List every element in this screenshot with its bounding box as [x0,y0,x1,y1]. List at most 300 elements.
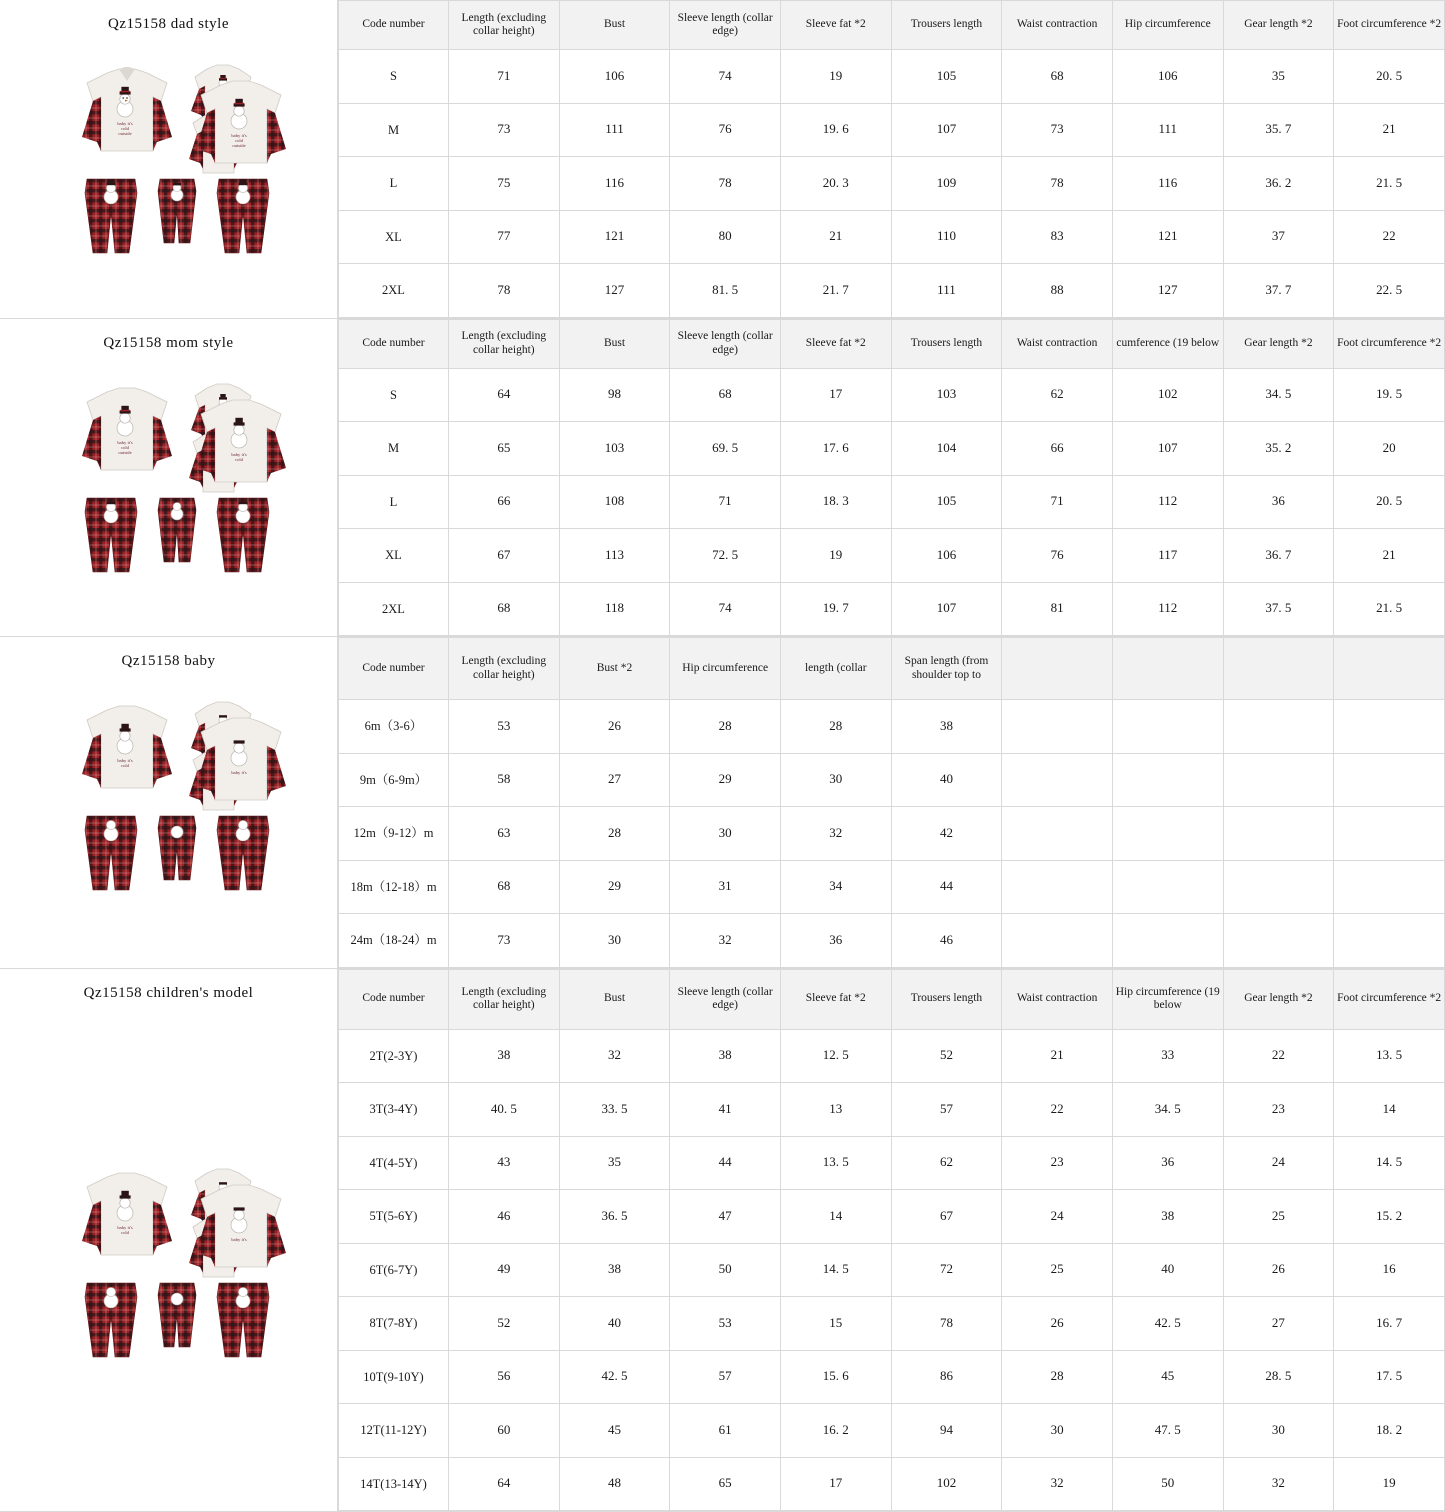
cell-value: 30 [670,807,781,861]
cell-value: 68 [449,582,560,636]
column-header: Code number [339,969,449,1029]
svg-text:baby it's: baby it's [231,133,246,138]
cell-value: 29 [559,860,670,914]
cell-value: 37. 5 [1223,582,1334,636]
table-row [339,1029,1445,1083]
cell-empty [1112,860,1223,914]
section-baby-title: Qz15158 baby [0,637,337,678]
cell-value: 109 [891,157,1002,211]
column-header: Sleeve length (collar edge) [670,1,781,50]
table-row [339,1190,1445,1244]
cell-value: 118 [559,582,670,636]
cell-value: 17. 6 [780,422,891,476]
cell-value: 62 [1002,368,1113,422]
cell-code: XL [339,529,449,583]
cell-value: 71 [449,50,560,104]
cell-value: 83 [1002,210,1113,264]
table-row [339,1457,1445,1511]
column-header: Length (excluding collar height) [449,319,560,368]
cell-value: 28 [559,807,670,861]
table-row [339,1243,1445,1297]
cell-value: 17 [780,1457,891,1511]
cell-value: 38 [891,700,1002,754]
table-row [339,529,1445,583]
cell-code: 4T(4-5Y) [339,1136,449,1190]
cell-code: S [339,368,449,422]
table-row [339,157,1445,211]
cell-value: 108 [559,475,670,529]
cell-value: 66 [449,475,560,529]
svg-text:cold: cold [121,763,130,768]
cell-value: 77 [449,210,560,264]
cell-value: 56 [449,1350,560,1404]
cell-value: 36 [1223,475,1334,529]
section-dad-table-col [338,0,1445,318]
table-row [339,422,1445,476]
table-row [339,1297,1445,1351]
table-row [339,1136,1445,1190]
cell-value: 22 [1002,1083,1113,1137]
svg-text:cold: cold [121,1230,130,1235]
cell-value: 22 [1223,1029,1334,1083]
cell-value: 30 [1002,1404,1113,1458]
cell-value: 102 [1112,368,1223,422]
cell-value: 105 [891,50,1002,104]
cell-value: 32 [559,1029,670,1083]
cell-value: 35. 2 [1223,422,1334,476]
cell-value: 48 [559,1457,670,1511]
cell-empty [1334,753,1445,807]
column-header: Length (excluding collar height) [449,1,560,50]
cell-value: 25 [1002,1243,1113,1297]
cell-value: 24 [1223,1136,1334,1190]
cell-value: 71 [1002,475,1113,529]
column-header: Trousers length [891,319,1002,368]
svg-text:baby it's: baby it's [117,121,132,126]
cell-value: 35 [1223,50,1334,104]
cell-value: 14 [1334,1083,1445,1137]
cell-value: 62 [891,1136,1002,1190]
cell-value: 111 [559,103,670,157]
table-row [339,50,1445,104]
cell-value: 42. 5 [559,1350,670,1404]
cell-value: 14 [780,1190,891,1244]
cell-value: 38 [670,1029,781,1083]
cell-value: 57 [670,1350,781,1404]
cell-code: 8T(7-8Y) [339,1297,449,1351]
column-header: Bust [559,969,670,1029]
section-mom [0,319,1445,638]
column-header: Foot circumference *2 [1334,1,1445,50]
pajama-illustration-children [49,1145,289,1375]
cell-value: 73 [449,914,560,968]
section-children-title: Qz15158 children's model [0,969,337,1010]
cell-value: 73 [449,103,560,157]
cell-value: 72 [891,1243,1002,1297]
column-header: Length (excluding collar height) [449,638,560,700]
column-header: Foot circumference *2 [1334,969,1445,1029]
cell-value: 68 [1002,50,1113,104]
cell-code: M [339,422,449,476]
cell-value: 112 [1112,582,1223,636]
cell-value: 50 [670,1243,781,1297]
cell-value: 111 [891,264,1002,318]
column-header: Span length (from shoulder top to [891,638,1002,700]
cell-value: 47. 5 [1112,1404,1223,1458]
cell-value: 46 [891,914,1002,968]
table-header-row [339,319,1445,368]
cell-value: 13. 5 [1334,1029,1445,1083]
cell-value: 127 [1112,264,1223,318]
cell-value: 21. 5 [1334,582,1445,636]
section-mom-table-col [338,319,1445,637]
cell-value: 64 [449,1457,560,1511]
cell-code: 18m（12-18）m [339,860,449,914]
cell-value: 26 [559,700,670,754]
cell-value: 21. 7 [780,264,891,318]
cell-value: 47 [670,1190,781,1244]
cell-empty [1112,807,1223,861]
section-baby-table-col [338,637,1445,968]
cell-value: 38 [449,1029,560,1083]
column-header: Hip circumference (19 below [1112,969,1223,1029]
cell-value: 15. 6 [780,1350,891,1404]
cell-value: 127 [559,264,670,318]
cell-value: 36 [1112,1136,1223,1190]
cell-value: 74 [670,582,781,636]
cell-value: 16. 2 [780,1404,891,1458]
cell-value: 38 [1112,1190,1223,1244]
cell-empty [1002,807,1113,861]
cell-value: 20. 5 [1334,50,1445,104]
cell-code: 9m（6-9m） [339,753,449,807]
cell-empty [1112,914,1223,968]
cell-value: 23 [1223,1083,1334,1137]
cell-code: 5T(5-6Y) [339,1190,449,1244]
cell-value: 45 [1112,1350,1223,1404]
column-header-empty [1334,638,1445,700]
cell-value: 17. 5 [1334,1350,1445,1404]
column-header: Gear length *2 [1223,969,1334,1029]
cell-value: 44 [670,1136,781,1190]
column-header-empty [1002,638,1113,700]
pajama-illustration-dad [49,41,289,271]
table-row [339,860,1445,914]
pajama-illustration-baby [49,678,289,908]
cell-value: 32 [1002,1457,1113,1511]
cell-value: 13 [780,1083,891,1137]
column-header: Sleeve length (collar edge) [670,319,781,368]
column-header: Sleeve fat *2 [780,969,891,1029]
svg-text:outside: outside [118,450,131,455]
cell-empty [1112,700,1223,754]
cell-value: 16 [1334,1243,1445,1297]
cell-value: 41 [670,1083,781,1137]
cell-code: 2XL [339,264,449,318]
column-header: Gear length *2 [1223,1,1334,50]
cell-value: 40. 5 [449,1083,560,1137]
cell-value: 60 [449,1404,560,1458]
cell-code: 2T(2-3Y) [339,1029,449,1083]
cell-value: 121 [559,210,670,264]
cell-value: 80 [670,210,781,264]
cell-code: 12m（9-12）m [339,807,449,861]
cell-value: 81 [1002,582,1113,636]
cell-value: 34. 5 [1112,1083,1223,1137]
table-row [339,210,1445,264]
cell-empty [1223,753,1334,807]
cell-value: 15. 2 [1334,1190,1445,1244]
cell-value: 21 [780,210,891,264]
column-header: Gear length *2 [1223,319,1334,368]
column-header: Code number [339,638,449,700]
section-mom-image-col [0,319,338,637]
svg-text:cold: cold [235,457,244,462]
cell-value: 28 [1002,1350,1113,1404]
cell-value: 32 [1223,1457,1334,1511]
cell-value: 104 [891,422,1002,476]
column-header: length (collar [780,638,891,700]
cell-value: 42. 5 [1112,1297,1223,1351]
cell-value: 53 [670,1297,781,1351]
column-header: Bust [559,319,670,368]
cell-empty [1112,753,1223,807]
cell-value: 37 [1223,210,1334,264]
cell-value: 28 [780,700,891,754]
cell-value: 40 [559,1297,670,1351]
column-header: Trousers length [891,969,1002,1029]
cell-empty [1334,700,1445,754]
cell-empty [1223,807,1334,861]
cell-value: 18. 2 [1334,1404,1445,1458]
cell-value: 94 [891,1404,1002,1458]
table-row [339,103,1445,157]
cell-value: 121 [1112,210,1223,264]
size-table-children [338,969,1445,1512]
table-row [339,753,1445,807]
column-header: Code number [339,319,449,368]
svg-text:baby it's: baby it's [117,440,132,445]
cell-code: M [339,103,449,157]
section-dad-title: Qz15158 dad style [0,0,337,41]
svg-text:cold: cold [121,445,130,450]
cell-value: 86 [891,1350,1002,1404]
cell-value: 65 [449,422,560,476]
column-header: Bust *2 [559,638,670,700]
cell-value: 71 [670,475,781,529]
cell-value: 33 [1112,1029,1223,1083]
cell-value: 19 [780,529,891,583]
cell-value: 28 [670,700,781,754]
column-header: Hip circumference [1112,1,1223,50]
svg-text:baby it's: baby it's [231,770,246,775]
svg-text:outside: outside [232,143,245,148]
column-header: Foot circumference *2 [1334,319,1445,368]
cell-value: 19. 6 [780,103,891,157]
cell-value: 61 [670,1404,781,1458]
cell-code: 24m（18-24）m [339,914,449,968]
cell-value: 50 [1112,1457,1223,1511]
size-table-baby [338,637,1445,968]
cell-value: 26 [1002,1297,1113,1351]
cell-empty [1334,914,1445,968]
cell-value: 28. 5 [1223,1350,1334,1404]
cell-value: 72. 5 [670,529,781,583]
pajama-illustration-mom [49,360,289,590]
cell-value: 25 [1223,1190,1334,1244]
cell-code: 2XL [339,582,449,636]
cell-value: 23 [1002,1136,1113,1190]
cell-value: 35. 7 [1223,103,1334,157]
cell-value: 117 [1112,529,1223,583]
column-header: Length (excluding collar height) [449,969,560,1029]
column-header-empty [1223,638,1334,700]
cell-value: 105 [891,475,1002,529]
cell-empty [1334,860,1445,914]
cell-value: 98 [559,368,670,422]
cell-code: XL [339,210,449,264]
cell-value: 67 [449,529,560,583]
cell-value: 75 [449,157,560,211]
cell-value: 68 [670,368,781,422]
cell-value: 14. 5 [780,1243,891,1297]
cell-value: 21 [1334,103,1445,157]
column-header: Hip circumference [670,638,781,700]
size-table-mom [338,319,1445,637]
section-children [0,969,1445,1512]
cell-value: 36. 2 [1223,157,1334,211]
cell-value: 21. 5 [1334,157,1445,211]
table-row [339,582,1445,636]
cell-code: 6m（3-6） [339,700,449,754]
cell-value: 42 [891,807,1002,861]
cell-value: 36. 5 [559,1190,670,1244]
cell-value: 19 [1334,1457,1445,1511]
cell-empty [1223,914,1334,968]
table-row [339,700,1445,754]
cell-code: 3T(3-4Y) [339,1083,449,1137]
column-header: Sleeve length (collar edge) [670,969,781,1029]
cell-value: 88 [1002,264,1113,318]
cell-value: 27 [559,753,670,807]
cell-value: 30 [780,753,891,807]
cell-value: 12. 5 [780,1029,891,1083]
cell-value: 17 [780,368,891,422]
cell-value: 57 [891,1083,1002,1137]
table-row [339,1404,1445,1458]
cell-value: 43 [449,1136,560,1190]
column-header: Waist contraction [1002,969,1113,1029]
cell-value: 107 [891,582,1002,636]
cell-value: 76 [1002,529,1113,583]
cell-value: 67 [891,1190,1002,1244]
cell-value: 63 [449,807,560,861]
cell-value: 20. 3 [780,157,891,211]
cell-code: 12T(11-12Y) [339,1404,449,1458]
svg-text:cold: cold [121,126,130,131]
svg-text:outside: outside [118,131,131,136]
cell-value: 78 [449,264,560,318]
cell-value: 32 [670,914,781,968]
cell-value: 18. 3 [780,475,891,529]
cell-value: 111 [1112,103,1223,157]
cell-value: 31 [670,860,781,914]
cell-value: 21 [1002,1029,1113,1083]
cell-code: L [339,475,449,529]
cell-value: 15 [780,1297,891,1351]
cell-value: 13. 5 [780,1136,891,1190]
cell-value: 78 [891,1297,1002,1351]
column-header: Bust [559,1,670,50]
cell-value: 20 [1334,422,1445,476]
cell-value: 34 [780,860,891,914]
cell-value: 103 [891,368,1002,422]
cell-value: 30 [559,914,670,968]
cell-value: 27 [1223,1297,1334,1351]
cell-empty [1002,860,1113,914]
cell-value: 36. 7 [1223,529,1334,583]
cell-value: 107 [1112,422,1223,476]
table-row [339,264,1445,318]
cell-value: 29 [670,753,781,807]
svg-text:cold: cold [235,138,244,143]
cell-value: 38 [559,1243,670,1297]
cell-value: 107 [891,103,1002,157]
column-header: Waist contraction [1002,319,1113,368]
cell-value: 81. 5 [670,264,781,318]
cell-empty [1223,860,1334,914]
svg-text:baby it's: baby it's [117,758,132,763]
cell-value: 106 [891,529,1002,583]
cell-value: 19 [780,50,891,104]
cell-value: 58 [449,753,560,807]
cell-value: 33. 5 [559,1083,670,1137]
cell-value: 36 [780,914,891,968]
cell-value: 110 [891,210,1002,264]
cell-value: 32 [780,807,891,861]
svg-text:baby it's: baby it's [231,1237,246,1242]
cell-value: 73 [1002,103,1113,157]
cell-value: 113 [559,529,670,583]
section-children-image-col [0,969,338,1512]
cell-value: 103 [559,422,670,476]
cell-value: 19. 5 [1334,368,1445,422]
cell-value: 106 [1112,50,1223,104]
cell-value: 26 [1223,1243,1334,1297]
table-header-row [339,638,1445,700]
cell-value: 74 [670,50,781,104]
section-baby-image-col [0,637,338,968]
table-row [339,368,1445,422]
size-table-dad [338,0,1445,318]
cell-empty [1334,807,1445,861]
cell-value: 65 [670,1457,781,1511]
svg-text:baby it's: baby it's [117,1225,132,1230]
cell-empty [1223,700,1334,754]
cell-value: 37. 7 [1223,264,1334,318]
cell-value: 66 [1002,422,1113,476]
cell-code: 14T(13-14Y) [339,1457,449,1511]
cell-code: 6T(6-7Y) [339,1243,449,1297]
cell-value: 106 [559,50,670,104]
svg-text:baby it's: baby it's [231,452,246,457]
section-baby [0,637,1445,969]
table-row [339,1083,1445,1137]
cell-value: 78 [1002,157,1113,211]
column-header: Waist contraction [1002,1,1113,50]
cell-code: S [339,50,449,104]
table-row [339,1350,1445,1404]
